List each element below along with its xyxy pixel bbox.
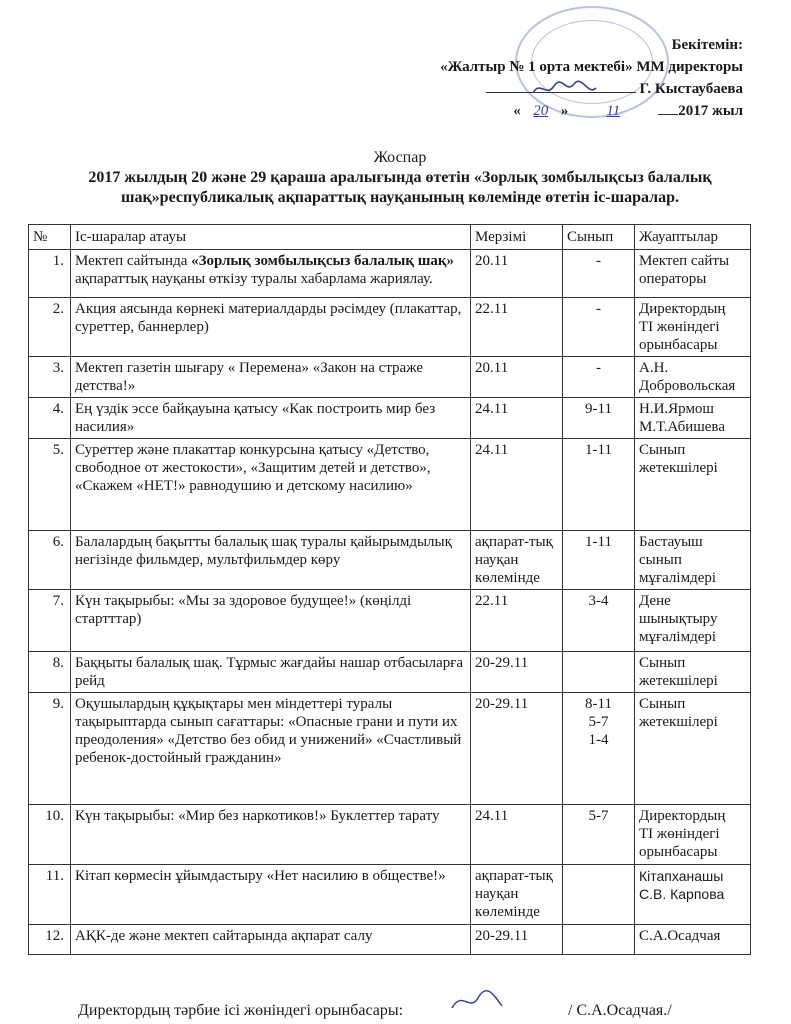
row-responsible (635, 865, 751, 925)
row-responsible-line: Сынып (639, 696, 686, 712)
row-event-name-text: Күн тақырыбы: «Мир без наркотиков!» Буклеттер тарату (75, 808, 440, 824)
row-class-value: - (596, 360, 601, 376)
director-name: Г. Кыстаубаева (639, 81, 743, 97)
events-table (28, 224, 751, 955)
document-title-text: 2017 жылдың 20 және 29 қараша аралығында өтетін «Зорлық зомбылықсыз балалық шақ»республикалық ақпараттық науқанының көлемінде өтетін іс-шаралар. (88, 169, 712, 206)
row-responsible-line: операторы (639, 271, 707, 287)
row-responsible (635, 357, 751, 398)
row-responsible-line: Добровольская (639, 378, 736, 394)
row-num: 4. (29, 398, 71, 439)
footer-position: Директордың тәрбие ісі жөніндегі орынбасары: (78, 1002, 404, 1019)
row-term: 20-29.11 (471, 693, 563, 805)
row-class (563, 398, 635, 439)
document-title-word: Жоспар (373, 149, 427, 166)
row-responsible-line: орынбасары (639, 844, 718, 860)
row-term: 20.11 (471, 357, 563, 398)
row-num: 6. (29, 531, 71, 590)
row-event-name-text: Мектеп газетін шығару « Перемена» «Закон на страже детства!» (75, 360, 424, 394)
approval-date: « 20 » 11 2017 жыл (440, 100, 743, 122)
row-class-value: - (596, 301, 601, 317)
row-responsible-line: А.Н. (639, 360, 669, 376)
row-num: 8. (29, 652, 71, 693)
row-event-name (71, 357, 471, 398)
row-class-value: 5-7 (588, 714, 609, 730)
row-term: 20-29.11 (471, 925, 563, 955)
header-term: Мерзімі (471, 225, 563, 250)
row-class (563, 357, 635, 398)
table-header-row (29, 225, 751, 250)
table-row (29, 250, 751, 298)
row-class-value: 3-4 (588, 593, 609, 609)
row-event-name-bold: «Зорлық зомбылықсыз балалық шақ» (191, 253, 455, 269)
director-signature-icon (530, 78, 600, 100)
row-class-value: 8-11 (585, 696, 612, 712)
row-responsible (635, 590, 751, 652)
table-row (29, 925, 751, 955)
approval-position: «Жалтыр № 1 орта мектебі» ММ директоры (440, 59, 743, 75)
row-responsible-line: Н.И.Ярмош (639, 401, 714, 417)
row-class (563, 652, 635, 693)
row-term: 24.11 (471, 439, 563, 531)
row-num: 9. (29, 693, 71, 805)
row-responsible (635, 693, 751, 805)
row-term: 20.11 (471, 250, 563, 298)
row-responsible (635, 925, 751, 955)
row-responsible-line: С.В. Карпова (639, 886, 725, 902)
row-num: 3. (29, 357, 71, 398)
table-row (29, 357, 751, 398)
approval-date-day: 20 (533, 103, 549, 119)
row-num: 12. (29, 925, 71, 955)
approval-heading: Бекітемін: (671, 37, 743, 53)
row-event-name (71, 531, 471, 590)
row-class (563, 925, 635, 955)
row-class (563, 693, 635, 805)
header-num: № (29, 225, 71, 250)
row-responsible (635, 652, 751, 693)
row-term: 24.11 (471, 398, 563, 439)
row-event-name-text: Кітап көрмесін ұйымдастыру «Нет насилию в обществе!» (75, 868, 446, 884)
row-class (563, 805, 635, 865)
table-row (29, 531, 751, 590)
row-event-name-text: Акция аясында көрнекі материалдарды рәсімдеу (плакаттар, суреттер, баннерлер) (75, 301, 462, 335)
row-event-name-text: Күн тақырыбы: «Мы за здоровое будущее!» (көңілді стартттар) (75, 593, 412, 627)
approval-date-month: 11 (606, 103, 621, 119)
row-class-value: 5-7 (588, 808, 609, 824)
row-event-name-text-end: ақпараттық науқаны өткізу туралы хабарлама жариялау. (75, 271, 433, 287)
table-row (29, 693, 751, 805)
row-event-name (71, 805, 471, 865)
row-class (563, 439, 635, 531)
row-event-name-text: Бақңыты балалық шақ. Тұрмыс жағдайы нашар отбасыларға рейд (75, 655, 464, 689)
table-row (29, 298, 751, 357)
table-row (29, 590, 751, 652)
row-event-name (71, 439, 471, 531)
row-responsible-line: шынықтыру (639, 611, 718, 627)
row-responsible-line: жетекшілері (639, 714, 718, 730)
row-class (563, 298, 635, 357)
row-num: 11. (29, 865, 71, 925)
table-row (29, 865, 751, 925)
table-row (29, 398, 751, 439)
row-event-name-text: Балалардың бақытты балалық шақ туралы қайырымдылық негізінде фильмдер, мультфильмдер көру (75, 534, 452, 568)
row-responsible-line: М.Т.Абишева (639, 419, 725, 435)
row-event-name-text: АҚК-де және мектеп сайтарында ақпарат салу (75, 928, 373, 944)
header-resp: Жауаптылар (635, 225, 751, 250)
row-class-value: 1-11 (585, 442, 612, 458)
row-responsible-line: С.А.Осадчая (639, 928, 721, 944)
row-class-value: 1-4 (588, 732, 609, 748)
document-title (80, 148, 720, 208)
row-responsible-line: ТІ жөніндегі (639, 319, 720, 335)
row-term: 20-29.11 (471, 652, 563, 693)
row-class (563, 865, 635, 925)
row-responsible-line: Сынып (639, 655, 686, 671)
row-term: ақпарат-тық науқан көлемінде (471, 865, 563, 925)
row-responsible-line: Мектеп сайты (639, 253, 730, 269)
header-class: Сынып (563, 225, 635, 250)
row-class (563, 250, 635, 298)
row-responsible (635, 398, 751, 439)
row-event-name (71, 865, 471, 925)
header-name: Іс-шаралар атауы (71, 225, 471, 250)
row-num: 5. (29, 439, 71, 531)
row-term: 22.11 (471, 298, 563, 357)
row-event-name (71, 298, 471, 357)
row-event-name-text: Суреттер және плакаттар конкурсына қатысу «Детство, свободное от жестокости», «Защитим детей и детство», «Скажем «НЕТ!» равнодушию и детскому насилию» (75, 442, 431, 494)
row-responsible-line: ТІ жөніндегі (639, 826, 720, 842)
row-num: 1. (29, 250, 71, 298)
row-responsible-line: Дене (639, 593, 671, 609)
row-class-value: 1-11 (585, 534, 612, 550)
row-class (563, 590, 635, 652)
row-num: 7. (29, 590, 71, 652)
footer-name: / С.А.Осадчая./ (568, 1002, 672, 1019)
row-responsible-line: Бастауыш (639, 534, 703, 550)
deputy-signature-icon (448, 988, 508, 1014)
row-responsible-line: жетекшілері (639, 673, 718, 689)
row-responsible-line: Сынып (639, 442, 686, 458)
row-responsible-line: жетекшілері (639, 460, 718, 476)
row-term: ақпарат-тық науқан көлемінде (471, 531, 563, 590)
row-event-name (71, 652, 471, 693)
row-class-value: 9-11 (585, 401, 612, 417)
row-responsible (635, 439, 751, 531)
row-num: 10. (29, 805, 71, 865)
row-responsible-line: Директордың (639, 301, 726, 317)
row-responsible (635, 250, 751, 298)
row-term: 22.11 (471, 590, 563, 652)
row-responsible-line: Кітапханашы (639, 868, 724, 884)
row-event-name (71, 590, 471, 652)
table-row (29, 439, 751, 531)
row-event-name (71, 398, 471, 439)
row-responsible (635, 298, 751, 357)
row-event-name (71, 693, 471, 805)
row-event-name-text: Мектеп сайтында (75, 253, 192, 269)
row-class-value: - (596, 253, 601, 269)
table-row (29, 805, 751, 865)
row-term: 24.11 (471, 805, 563, 865)
row-responsible (635, 805, 751, 865)
row-responsible-line: мұғалімдері (639, 629, 717, 645)
row-event-name (71, 250, 471, 298)
approval-date-year: 2017 жыл (678, 103, 743, 119)
row-responsible-line: орынбасары (639, 337, 718, 353)
row-responsible-line: Директордың (639, 808, 726, 824)
row-responsible-line: мұғалімдері (639, 570, 717, 586)
row-responsible-line: сынып (639, 552, 682, 568)
row-event-name (71, 925, 471, 955)
row-responsible (635, 531, 751, 590)
row-class (563, 531, 635, 590)
row-event-name-text: Оқушылардың құқықтары мен міндеттері туралы тақырыптарда сынып сағаттары: «Опасные грани и пути их преодоления» «Детство без обид и унижений» «Счастливый ребенок-достойный гражданин» (75, 696, 462, 766)
row-event-name-text: Ең үздік эссе байқауына қатысу «Как построить мир без насилия» (75, 401, 436, 435)
row-num: 2. (29, 298, 71, 357)
table-row (29, 652, 751, 693)
